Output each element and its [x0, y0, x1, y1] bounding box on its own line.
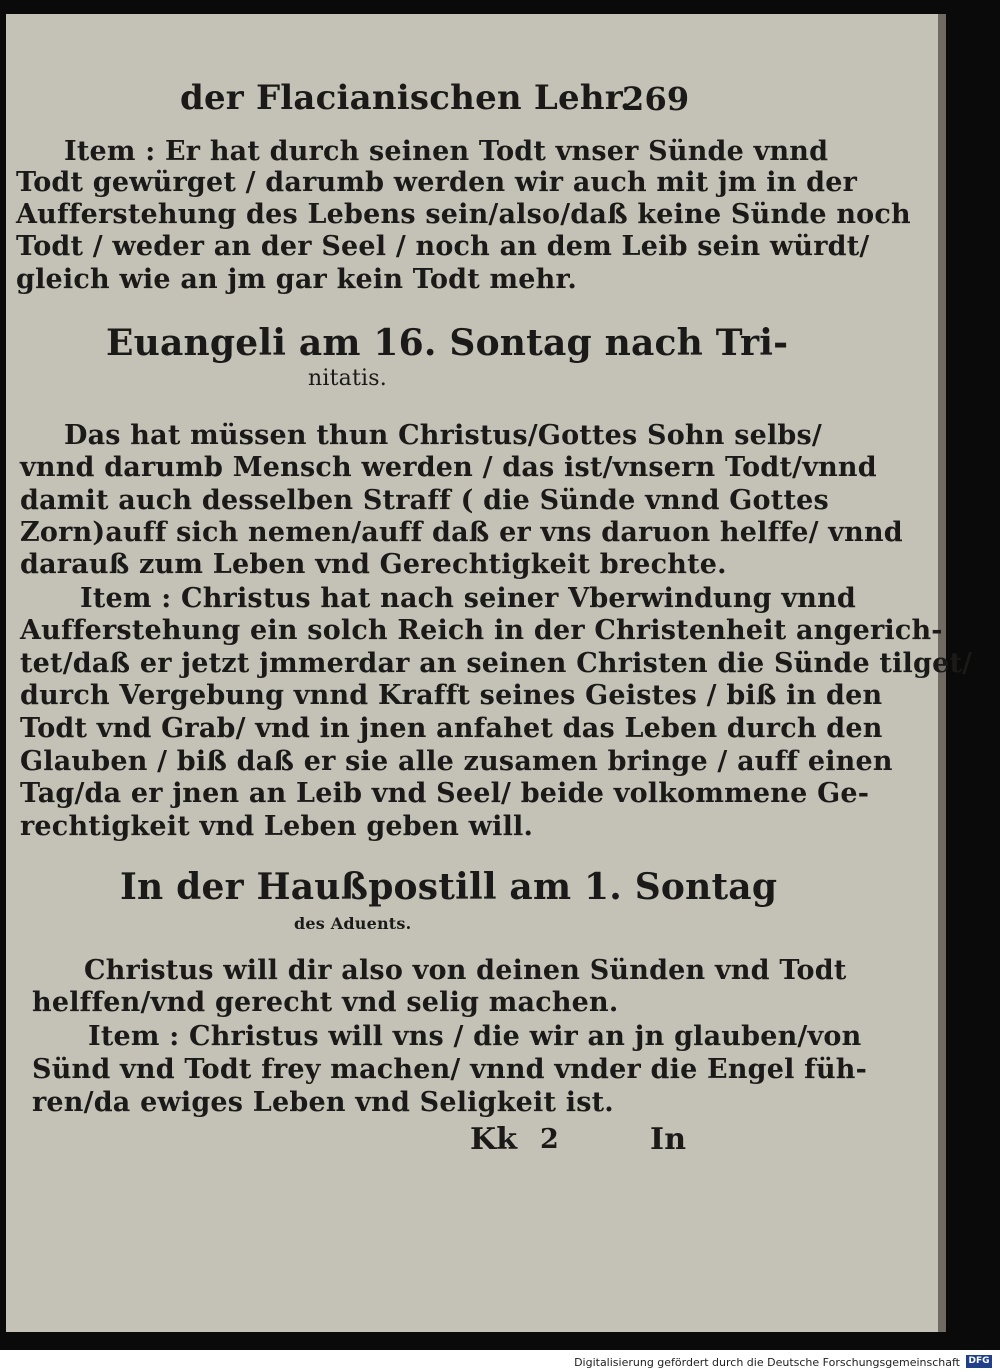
text-line: Aufferstehung ein solch Reich in der Christenheit angerich- [20, 615, 943, 646]
signature-mark: Kk [470, 1122, 518, 1157]
text-line: Das hat müssen thun Christus/Gottes Sohn selbs/ [64, 420, 822, 451]
text-line: Zorn)auff sich nemen/auff daß er vns daruon helffe/ vnnd [20, 517, 903, 548]
text-line: damit auch desselben Straff ( die Sünde vnnd Gottes [20, 485, 829, 516]
text-line: Glauben / biß daß er sie alle zusamen bringe / auff einen [20, 746, 893, 777]
text-line: Item : Er hat durch seinen Todt vnser Sünde vnnd [64, 136, 829, 167]
text-line: Todt vnd Grab/ vnd in jnen anfahet das Leben durch den [20, 713, 883, 744]
text-line: rechtigkeit vnd Leben geben will. [20, 811, 534, 842]
text-line: ren/da ewiges Leben vnd Seligkeit ist. [32, 1087, 614, 1118]
text-line: Sünd vnd Todt frey machen/ vnnd vnder die Engel füh- [32, 1054, 868, 1085]
catchword: In [650, 1122, 687, 1157]
dfg-logo-icon: DFG [966, 1355, 992, 1368]
text-line: darauß zum Leben vnd Gerechtigkeit brechte. [20, 549, 727, 580]
text-line: Item : Christus hat nach seiner Vberwindung vnnd [80, 583, 856, 614]
text-line: gleich wie an jm gar kein Todt mehr. [16, 264, 578, 295]
text-line: Christus will dir also von deinen Sünden vnd Todt [84, 955, 847, 986]
section-heading: In der Haußpostill am 1. Sontag [120, 866, 778, 908]
page-number: 269 [622, 80, 690, 118]
text-line: Aufferstehung des Lebens sein/also/daß keine Sünde noch [16, 199, 911, 230]
text-line: vnnd darumb Mensch werden / das ist/vnsern Todt/vnnd [20, 452, 877, 483]
text-line: helffen/vnd gerecht vnd selig machen. [32, 987, 619, 1018]
text-line: Todt / weder an der Seel / noch an dem Leib sein würdt/ [16, 231, 870, 262]
section-heading-continuation: des Aduents. [294, 914, 412, 933]
text-line: Todt gewürget / darumb werden wir auch mit jm in der [16, 167, 858, 198]
running-head-title: der Flacianischen Lehr. [180, 78, 632, 118]
text-line: Item : Christus will vns / die wir an jn glauben/von [88, 1021, 862, 1052]
text-line: durch Vergebung vnnd Krafft seines Geistes / biß in den [20, 680, 883, 711]
section-heading-continuation: nitatis. [308, 366, 387, 391]
section-heading: Euangeli am 16. Sontag nach Tri- [106, 322, 789, 364]
footer-credit: Digitalisierung gefördert durch die Deutsche Forschungsgemeinschaft [574, 1356, 960, 1369]
text-line: Tag/da er jnen an Leib vnd Seel/ beide volkommene Ge- [20, 778, 870, 809]
text-line: tet/daß er jetzt jmmerdar an seinen Christen die Sünde tilget/ [20, 648, 973, 679]
signature-number: 2 [540, 1124, 559, 1155]
